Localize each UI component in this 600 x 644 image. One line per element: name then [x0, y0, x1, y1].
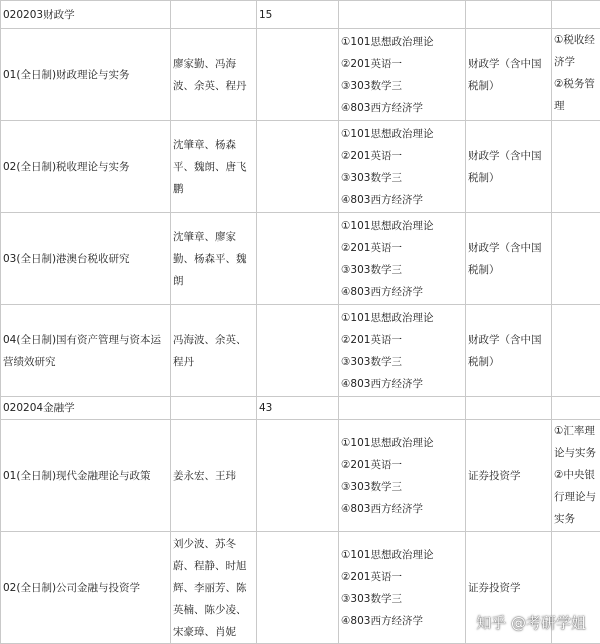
research-direction: 01(全日制)现代金融理论与政策: [1, 420, 171, 532]
research-direction: 02(全日制)公司金融与投资学: [1, 532, 171, 644]
exam-subject: ④803西方经济学: [341, 373, 463, 395]
exam-subject: ①101思想政治理论: [341, 31, 463, 53]
additional-exam: [552, 29, 600, 121]
advisors: 刘少波、苏冬蔚、程静、时旭辉、李丽芳、陈英楠、陈少凌、宋豪璋、肖妮: [171, 532, 257, 644]
table-row: [1, 213, 600, 305]
retest-subject: 证券投资学: [466, 532, 552, 644]
exam-subject: ②201英语一: [341, 53, 463, 75]
research-direction: 02(全日制)税收理论与实务: [1, 121, 171, 213]
exam-subjects: [339, 29, 466, 121]
table-row: [1, 305, 600, 397]
empty-cell: [257, 213, 339, 305]
exam-subject: ①101思想政治理论: [341, 123, 463, 145]
research-direction: 03(全日制)港澳台税收研究: [1, 213, 171, 305]
empty-cell: [339, 1, 466, 29]
table-row: [1, 121, 600, 213]
exam-subject: ②201英语一: [341, 454, 463, 476]
group-header-row: [1, 1, 600, 29]
major-code-name: 020203财政学: [1, 1, 171, 29]
exam-subjects: [339, 305, 466, 397]
research-direction: 04(全日制)国有资产管理与资本运营绩效研究: [1, 305, 171, 397]
empty-cell: [339, 397, 466, 420]
exam-subject: ③303数学三: [341, 167, 463, 189]
empty-cell: [171, 397, 257, 420]
additional-exam-line: ②税务管: [554, 73, 598, 95]
additional-exam-line: ①汇率理: [554, 420, 598, 442]
enrollment-quota: 43: [257, 397, 339, 420]
empty-cell: [257, 532, 339, 644]
empty-cell: [552, 1, 600, 29]
exam-subjects: [339, 420, 466, 532]
empty-cell: [466, 397, 552, 420]
exam-subject: ①101思想政治理论: [341, 307, 463, 329]
zhihu-watermark: 知乎 @考研学姐: [476, 612, 586, 633]
additional-exam-line: 济学: [554, 51, 598, 73]
exam-subject: ④803西方经济学: [341, 189, 463, 211]
additional-exam-line: ②中央银: [554, 464, 598, 486]
exam-subject: ④803西方经济学: [341, 610, 463, 632]
additional-exam: [552, 121, 600, 213]
empty-cell: [466, 1, 552, 29]
exam-subject: ④803西方经济学: [341, 498, 463, 520]
exam-subject: ③303数学三: [341, 588, 463, 610]
exam-subject: ②201英语一: [341, 329, 463, 351]
additional-exam: [552, 305, 600, 397]
empty-cell: [257, 121, 339, 213]
additional-exam-line: 论与实务: [554, 442, 598, 464]
retest-subject: 财政学（含中国税制）: [466, 213, 552, 305]
exam-subject: ③303数学三: [341, 351, 463, 373]
additional-exam: [552, 420, 600, 532]
enrollment-quota: 15: [257, 1, 339, 29]
exam-subject: ③303数学三: [341, 259, 463, 281]
retest-subject: 财政学（含中国税制）: [466, 305, 552, 397]
advisors: 姜永宏、王玮: [171, 420, 257, 532]
exam-subject: ②201英语一: [341, 566, 463, 588]
exam-subject: ④803西方经济学: [341, 97, 463, 119]
exam-subject: ③303数学三: [341, 476, 463, 498]
exam-subject: ③303数学三: [341, 75, 463, 97]
exam-subject: ①101思想政治理论: [341, 432, 463, 454]
exam-subjects: [339, 121, 466, 213]
empty-cell: [257, 305, 339, 397]
group-header-row: [1, 397, 600, 420]
advisors: 沈肇章、杨森平、魏朗、唐飞鹏: [171, 121, 257, 213]
retest-subject: 财政学（含中国税制）: [466, 29, 552, 121]
empty-cell: [257, 420, 339, 532]
empty-cell: [171, 1, 257, 29]
table-row: [1, 29, 600, 121]
empty-cell: [257, 29, 339, 121]
exam-subject: ②201英语一: [341, 145, 463, 167]
exam-subject: ④803西方经济学: [341, 281, 463, 303]
exam-subjects: [339, 213, 466, 305]
table-row: [1, 420, 600, 532]
exam-subjects: [339, 532, 466, 644]
research-direction: 01(全日制)财政理论与实务: [1, 29, 171, 121]
exam-subject: ①101思想政治理论: [341, 544, 463, 566]
additional-exam-line: ①税收经: [554, 29, 598, 51]
additional-exam: [552, 213, 600, 305]
advisors: 沈肇章、廖家勤、杨森平、魏朗: [171, 213, 257, 305]
additional-exam-line: 实务: [554, 508, 598, 530]
advisors: 廖家勤、冯海波、余英、程丹: [171, 29, 257, 121]
retest-subject: 财政学（含中国税制）: [466, 121, 552, 213]
exam-subject: ①101思想政治理论: [341, 215, 463, 237]
exam-subject: ②201英语一: [341, 237, 463, 259]
retest-subject: 证券投资学: [466, 420, 552, 532]
empty-cell: [552, 397, 600, 420]
additional-exam-line: 行理论与: [554, 486, 598, 508]
advisors: 冯海波、余英、程丹: [171, 305, 257, 397]
major-code-name: 020204金融学: [1, 397, 171, 420]
additional-exam-line: 理: [554, 95, 598, 117]
